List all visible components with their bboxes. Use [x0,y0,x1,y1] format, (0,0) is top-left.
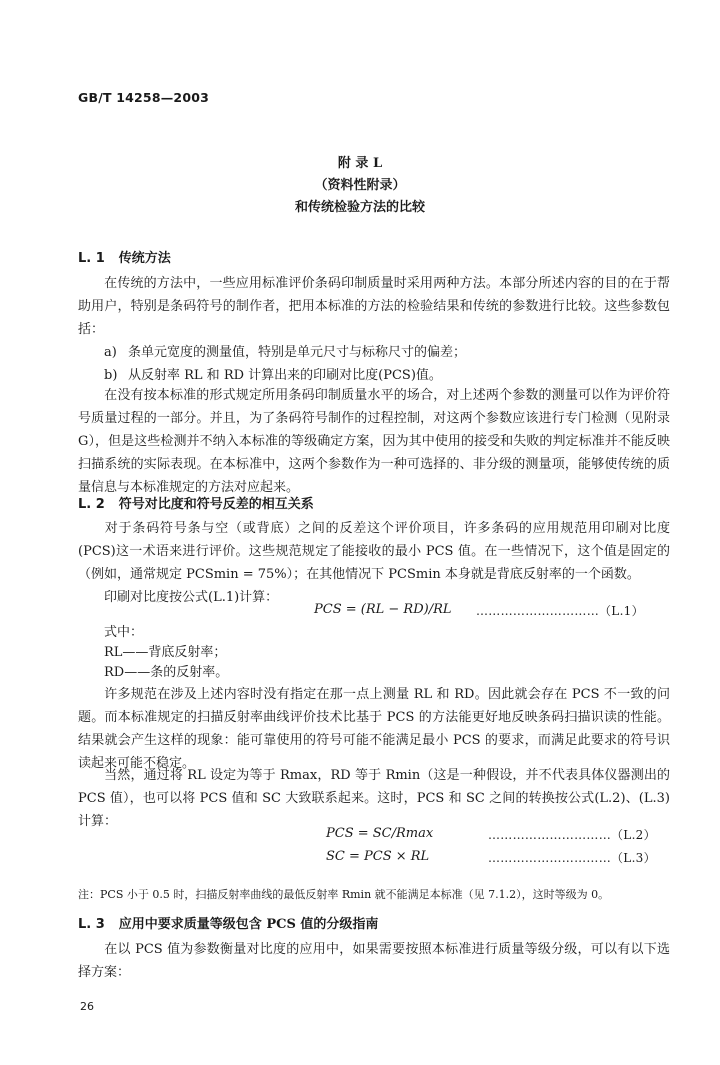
paragraph-text: 当然，通过将 RL 设定为等于 Rmax，RD 等于 Rmin（这是一种假设，并不代表具体仪器测出的 PCS 值），也可以将 PCS 值和 SC 大致联系起来。这时，PCS 和 SC 之间的转换按公式(L.2)、(L.3)计算： [78,768,670,829]
annex-title: 附 录 L [337,156,383,171]
formula-l1-ref: …………………………（L.1） [476,604,644,618]
paragraph-text: 印刷对比度按公式(L.1)计算： [104,590,279,605]
note-text: 注：PCS 小于 0.5 时，扫描反射率曲线的最低反射率 Rmin 就不能满足本标准（见 7.1.2），这时等级为 0。 [78,888,610,901]
list-text: 从反射率 RL 和 RD 计算出来的印刷对比度(PCS)值。 [128,368,442,383]
paragraph-text: RD——条的反射率。 [104,665,229,680]
standard-code: GB/T 14258—2003 [78,90,210,105]
l3-paragraph-1 [78,938,670,984]
section-l3-heading [78,913,378,932]
section-l1-heading [78,247,171,266]
paragraph-text: 在传统的方法中，一些应用标准评价条码印制质量时采用两种方法。本部分所述内容的目的在于帮助用户，特别是条码符号的制作者，把用本标准的方法的检验结果和传统的参数进行比较。这些参数包括： [78,276,670,337]
paragraph-text: 在以 PCS 值为参数衡量对比度的应用中，如果需要按照本标准进行质量等级分级，可以有以下选择方案： [78,942,670,980]
paragraph-text: 在没有按本标准的形式规定所用条码印制质量水平的场合，对上述两个参数的测量可以作为评价符号质量过程的一部分。并且，为了条码符号制作的过程控制，对这两个参数应该进行专门检测（见附录 G），但是这些检测并不纳入本标准的等级确定方案，因为其中使用的接受和失败的判定标准并不能反映扫描系统的实际表现。在本标准中，这两个参数作为一种可选择的、非分级的测量项，能够使传统的质量信息与本标准规定的方法对应起来。 [78,388,670,495]
l2-paragraph-1 [78,517,670,586]
definition-rd [78,661,670,684]
section-title: 应用中要求质量等级包含 PCS 值的分级指南 [118,917,379,932]
paragraph-text: RL——背底反射率； [104,645,227,660]
l1-intro-paragraph [78,272,670,341]
formula-l2-ref: …………………………（L.2） [488,828,656,842]
list-marker: a) [104,345,117,360]
formula-l2: PCS = SC/Rmax [326,826,434,841]
paragraph-text: 对于条码符号条与空（或背底）之间的反差这个评价项目，许多条码的应用规范用印刷对比度(PCS)这一术语来进行评价。这些规范规定了能接收的最小 PCS 值。在一些情况下，这个值是固定的（例如，通常规定 PCSmin = 75%）；在其他情况下 PCSmin 本身就是背底反射率的一个函数。 [78,521,670,582]
l2-paragraph-4 [78,764,670,833]
paragraph-text: 许多规范在涉及上述内容时没有指定在那一点上测量 RL 和 RD。因此就会存在 PCS 不一致的问题。而本标准规定的扫描反射率曲线评价技术比基于 PCS 的方法能更好地反映条码扫描识读的性能。结果就会产生这样的现象：能可靠使用的符号可能不能满足最小 PCS 的要求，而满足此要求的符号识读起来可能不稳定。 [78,687,670,771]
list-item-a [104,341,466,360]
section-title: 传统方法 [118,251,171,266]
list-marker: b) [104,368,118,383]
section-number: L. 2 [78,497,105,512]
l2-paragraph-3 [78,683,670,775]
section-title: 符号对比度和符号反差的相互关系 [118,497,314,512]
paragraph-text: 式中： [104,625,144,640]
page-number: 26 [80,1000,94,1013]
section-number: L. 3 [78,917,105,932]
l1-paragraph-2 [78,384,670,499]
annex-nature: （资料性附录） [314,178,406,193]
annex-subject: 和传统检验方法的比较 [294,200,425,215]
list-text: 条单元宽度的测量值，特别是单元尺寸与标称尺寸的偏差； [128,345,467,360]
section-l2-heading [78,493,314,512]
formula-l1: PCS = (RL − RD)/RL [314,602,452,617]
section-number: L. 1 [78,251,105,266]
formula-l3: SC = PCS × RL [326,849,430,864]
formula-l3-ref: …………………………（L.3） [488,851,656,865]
list-item-b [104,364,442,383]
